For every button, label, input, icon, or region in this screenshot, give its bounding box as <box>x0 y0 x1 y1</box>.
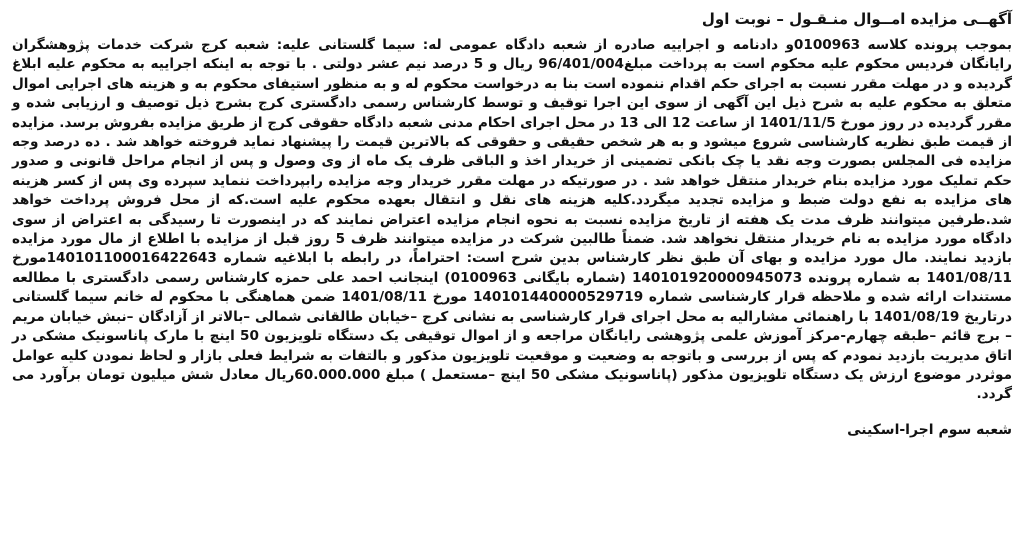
notice-signature: شعبه سوم اجرا-اسکینی <box>847 421 1012 438</box>
notice-body: بموجب پرونده کلاسه 0100963و دادنامه و اجراییه صادره از شعبه دادگاه عمومی له: سیما گلستانی علیه: شعبه کرج شرکت خدمات پژوهشگران رایانگان فردیس محکوم علیه محکوم است به پرداخت مبلغ96/401/004 ریال و 5 درصد نیم عشر دولتی . با توجه به اینکه اجراییه به محکوم علیه ابلاغ گردیده و در مهلت مقرر نسبت به اجرای حکم اقدام ننموده است بنا به درخواست محکوم له و به منظور استیفای محکوم به و هزینه های اجرایی اموال متعلق به محکوم علیه به شرح ذیل این آگهی از سوی این اجرا توقیف و توسط کارشناس رسمی دادگستری کرج بشرح ذیل توصیف و ارزیابی شده و مقرر گردیده در روز مورخ 1401/11/5 از ساعت 12 الی 13 در محل اجرای احکام مدنی شعبه دادگاه حقوقی کرج از طریق مزایده بفروش برسد. مزایده از قیمت طبق نظریه کارشناسی شروع میشود و به هر شخص حقیقی و حقوقی که بالاترین قیمت را پیشنهاد نماید فروخته خواهد شد . ده درصد وجه مزایده فی المجلس بصورت وجه نقد یا چک بانکی تضمینی از خریدار اخذ و الباقی ظرف یک ماه از وی وصول و پس از انجام مراحل قانونی و صدور حکم تملیک مورد مزایده بنام خریدار منتقل خواهد شد . در صورتیکه در مهلت مقرر خریدار وجه مزایده رابپرداخت ننماید سپرده وی پس از کسر هزینه های مزایده به نفع دولت ضبط و مزایده تجدید میگردد.کلیه هزینه های نقل و انتقال بعهده محکوم علیه است.که از محل فروش پرداخت خواهد شد.طرفین میتوانند ظرف مدت یک هفته از تاریخ مزایده نسبت به نحوه انجام مزایده اعتراض نمایند که در اینصورت تا رسیدگی به اعتراض از سوی دادگاه مورد مزایده به نام خریدار منتقل نخواهد شد. ضمناً طالبین شرکت در مزایده میتوانند ظرف 5 روز قبل از مزایده با اطلاع از مال مورد مزایده بازدید نمایند. مال مورد مزایده و بهای آن طبق نظر کارشناس بدین شرح است: احتراماً، در رابطه با ابلاغیه شماره 140101100016422643مورخ 1401/08/11 به شماره پرونده 140101920000945073 (شماره بایگانی 0100963) اینجانب احمد علی حمزه کارشناس رسمی دادگستری با مطالعه مستندات ارائه شده و ملاحظه قرار کارشناسی شماره 140101440000529719 مورخ 1401/08/11 ضمن هماهنگی با محکوم له خانم سیما گلستانی درتاریخ 1401/08/19 با راهنمائی مشارالیه به محل اجرای قرار کارشناسی به نشانی کرج –خیابان طالقانی شمالی –بالاتر از آزادگان –نبش خیابان مریم – برج قائم –طبقه چهارم-مرکز آموزش علمی پژوهشی رایانگان مراجعه و از اموال توقیفی یک دستگاه تلویزیون 50 اینچ با مارک پاناسونیک مشکی در اتاق مدیریت بازدید نمودم که پس از بررسی و باتوجه به وضعیت و موقعیت تلویزیون مذکور و بالتفات به شرایط فعلی بازار و لحاظ نمودن کلیه عوامل موثردر موضوع ارزش یک دستگاه تلویزیون مذکور (پاناسونیک مشکی 50 اینچ –مستعمل ) مبلغ 60.000.000ریال معادل شش میلیون تومان برآورد می گردد. <box>12 37 1012 403</box>
notice-title: آگهــی مزایده امــوال منـقـول – نوبت اول <box>701 10 1012 28</box>
